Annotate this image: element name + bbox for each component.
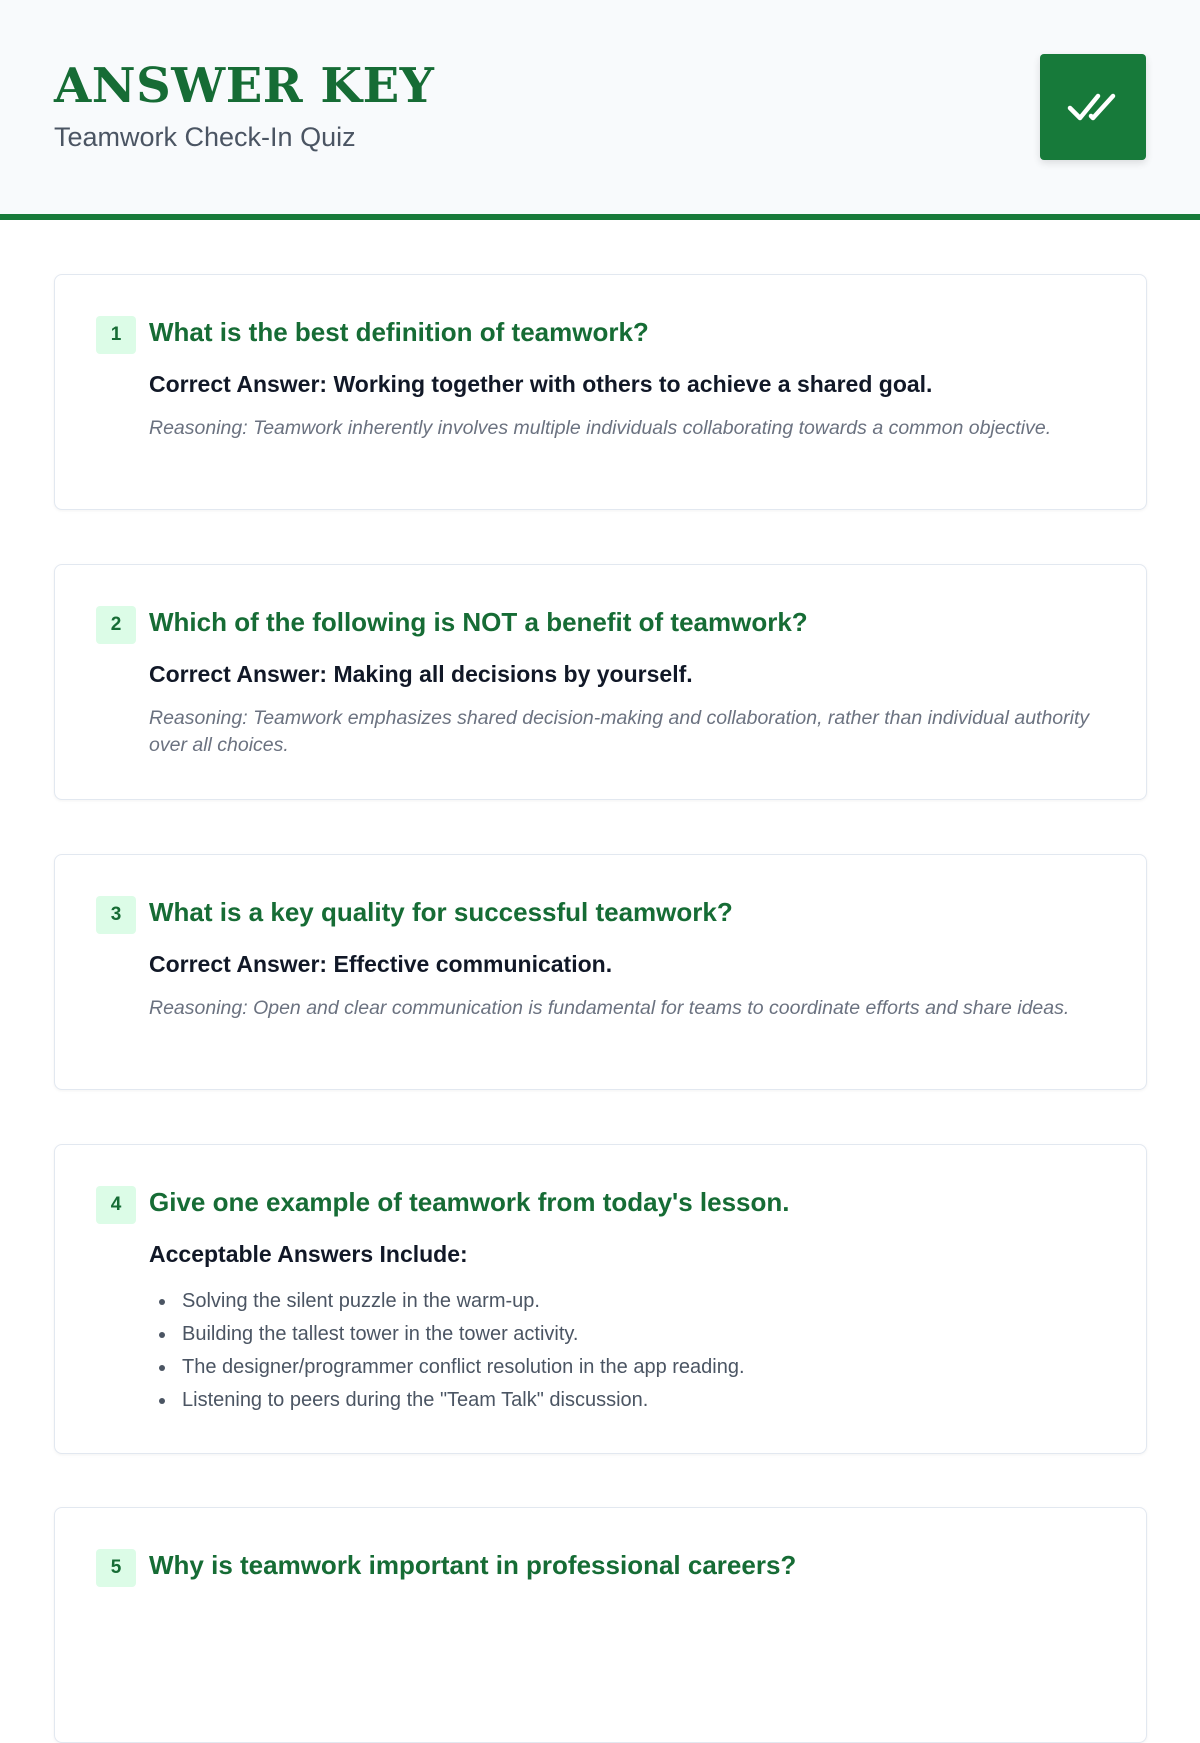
question-number: 4 (96, 1186, 136, 1224)
question-card-2 (54, 564, 1147, 800)
correct-answer: Correct Answer: Making all decisions by yourself. (149, 661, 693, 687)
list-item: The designer/programmer conflict resolution in the app reading. (149, 1351, 745, 1384)
question-card-1 (54, 274, 1147, 510)
question-text: Why is teamwork important in professional careers? (149, 1550, 797, 1580)
answer-key-header (0, 0, 1200, 220)
list-item: Solving the silent puzzle in the warm-up. (149, 1285, 745, 1318)
list-item: Building the tallest tower in the tower activity. (149, 1318, 745, 1351)
question-card-5 (54, 1507, 1147, 1743)
question-number: 2 (96, 606, 136, 644)
list-item: Listening to peers during the "Team Talk" discussion. (149, 1384, 745, 1417)
page-subtitle: Teamwork Check-In Quiz (54, 122, 356, 152)
correct-answer: Correct Answer: Effective communication. (149, 951, 613, 977)
question-number: 3 (96, 896, 136, 934)
question-card-4 (54, 1144, 1147, 1454)
question-text: What is a key quality for successful teamwork? (149, 897, 733, 927)
double-check-icon (1067, 88, 1119, 126)
question-card-3 (54, 854, 1147, 1090)
answer-reasoning: Reasoning: Teamwork emphasizes shared decision-making and collaboration, rather than individual authority over all choices. (149, 707, 1090, 756)
answer-reasoning: Reasoning: Open and clear communication is fundamental for teams to coordinate efforts and share ideas. (149, 997, 1070, 1019)
correct-answer: Correct Answer: Working together with others to achieve a shared goal. (149, 371, 933, 397)
answer-reasoning: Reasoning: Teamwork inherently involves multiple individuals collaborating towards a common objective. (149, 417, 1052, 439)
question-text: What is the best definition of teamwork? (149, 317, 649, 347)
acceptable-answers-heading: Acceptable Answers Include: (149, 1241, 468, 1267)
question-text: Which of the following is NOT a benefit of teamwork? (149, 607, 808, 637)
question-number: 1 (96, 316, 136, 354)
question-text: Give one example of teamwork from today's lesson. (149, 1187, 790, 1217)
question-number: 5 (96, 1549, 136, 1587)
page-title: ANSWER KEY (54, 58, 435, 114)
check-badge (1040, 54, 1146, 160)
acceptable-answers-list (149, 1285, 745, 1417)
